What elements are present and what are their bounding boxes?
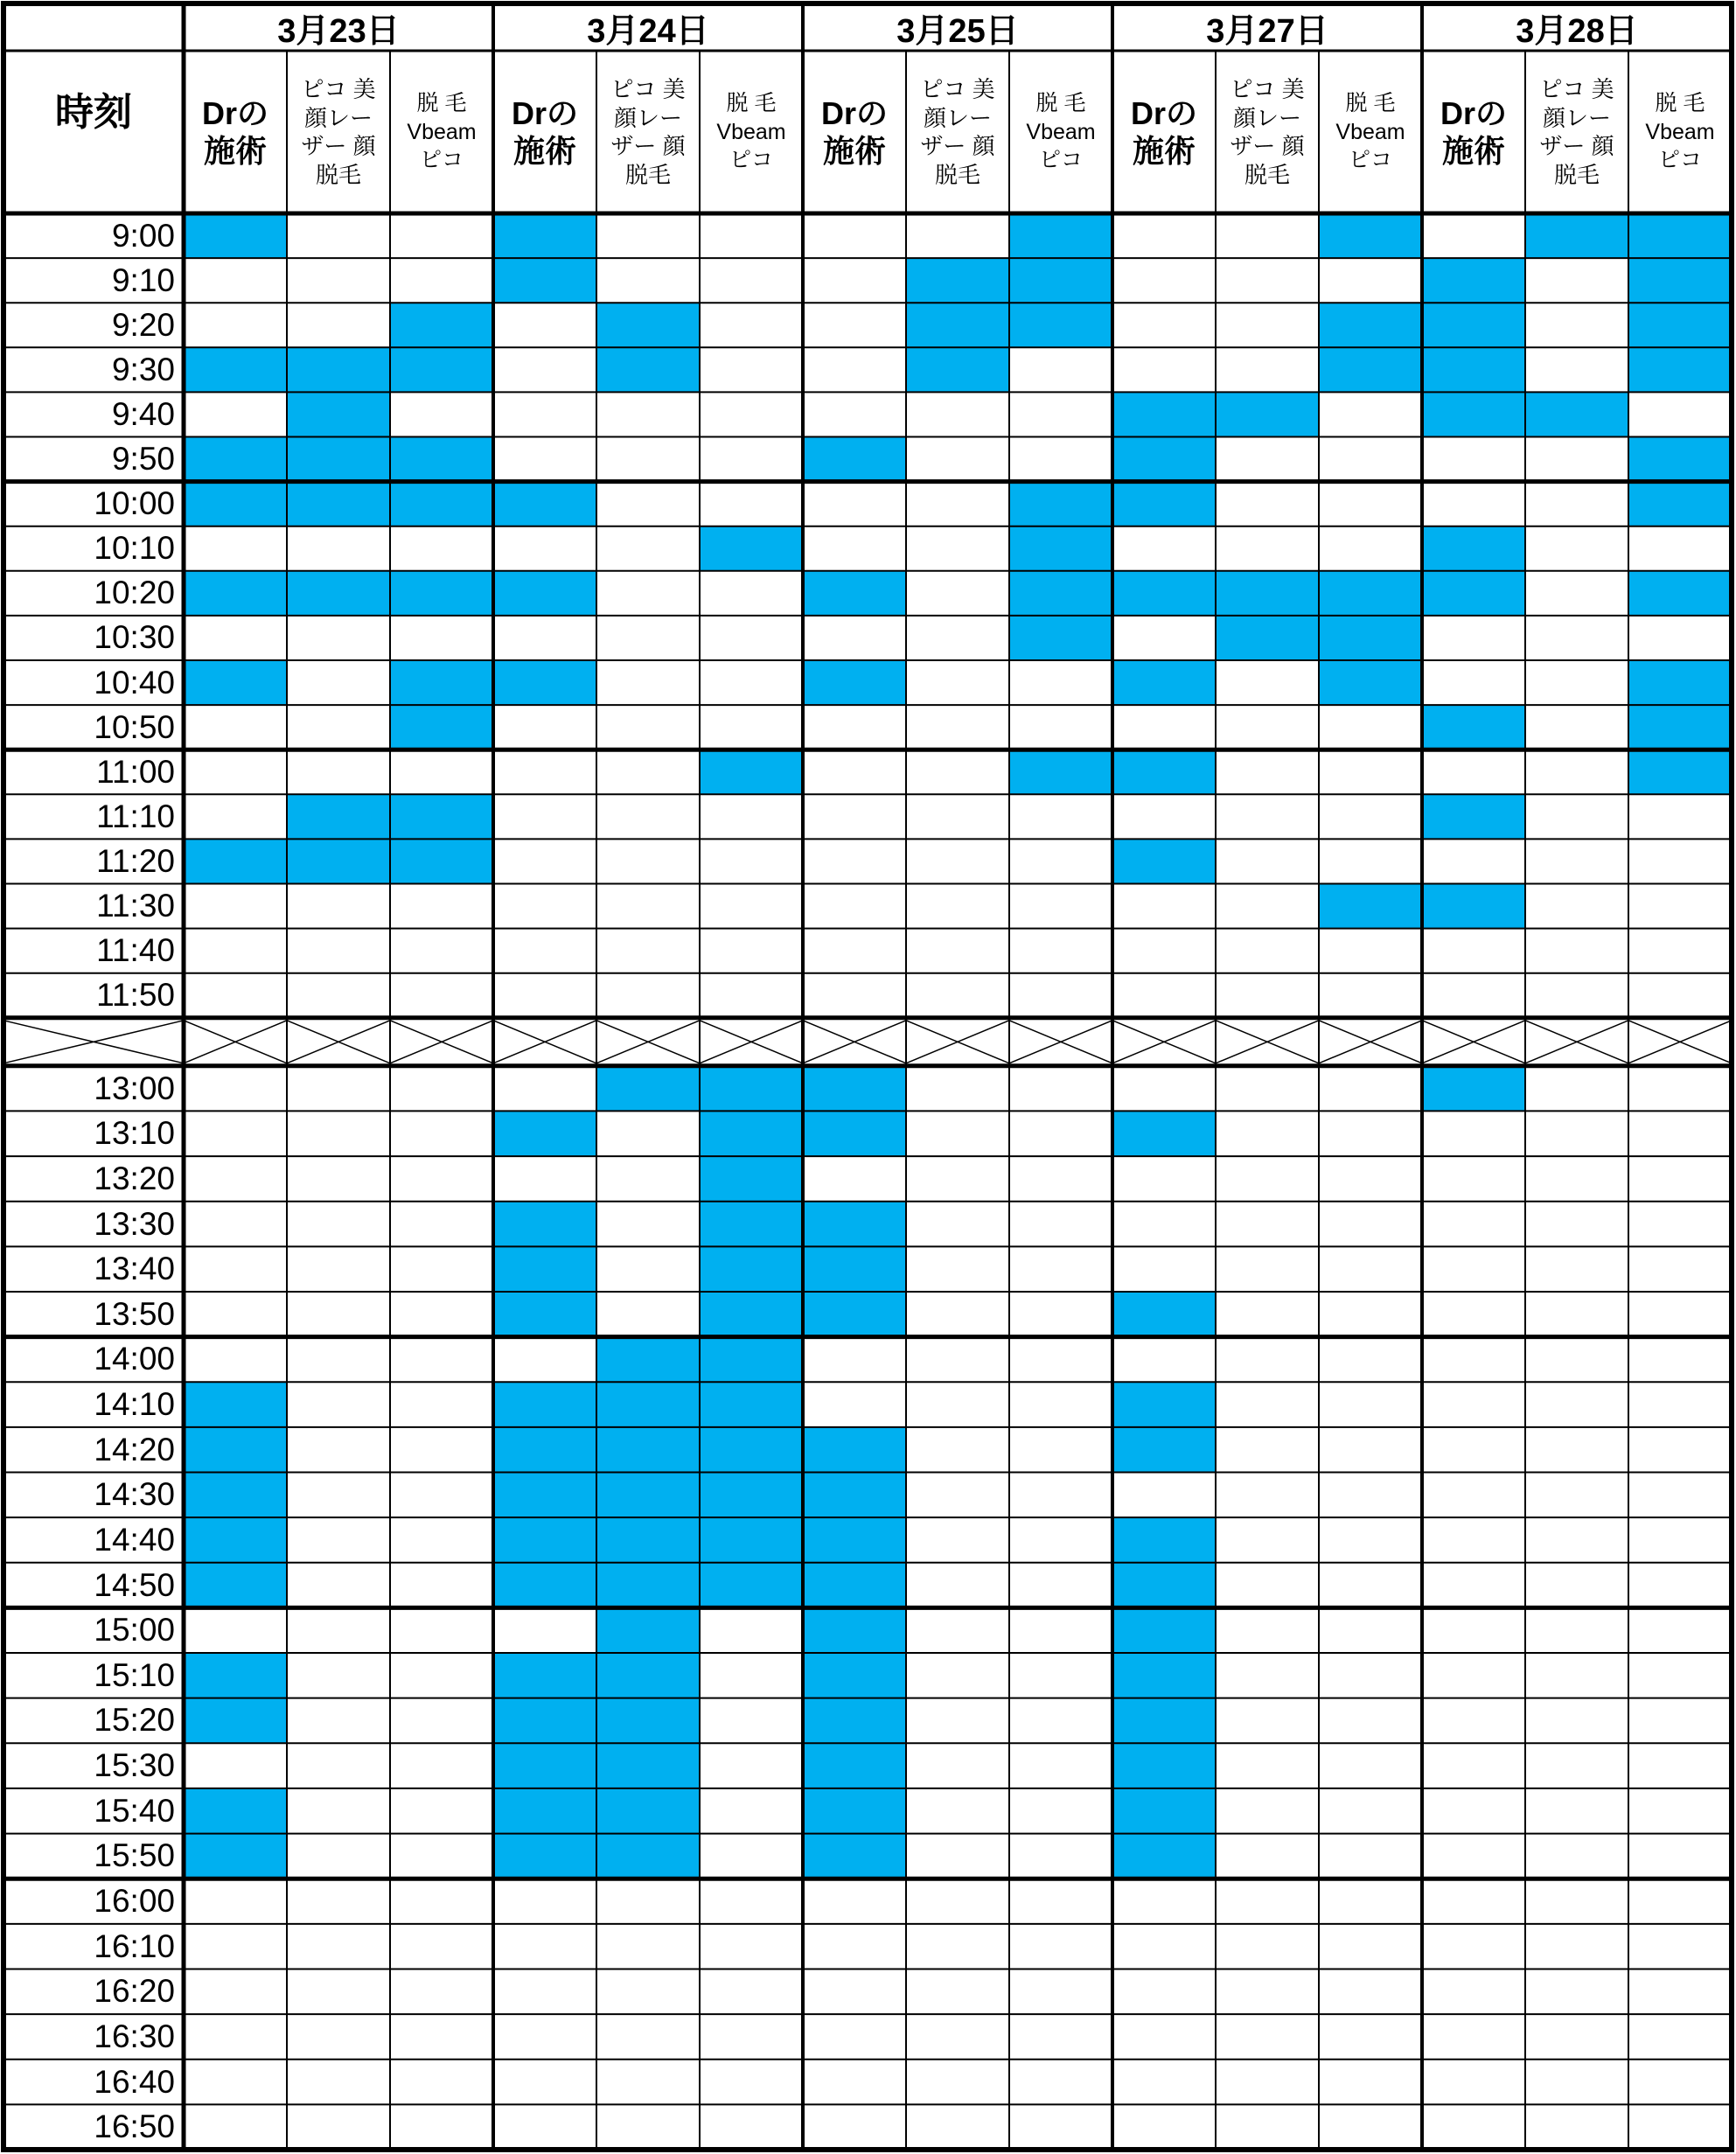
booked-slot: [596, 1473, 700, 1518]
subheader-pico-laser: ピコ 美 顔レー ザー 顔 脱毛: [610, 76, 686, 188]
time-label: 9:30: [111, 351, 175, 387]
booked-slot: [493, 258, 596, 303]
time-label: 16:00: [94, 1883, 175, 1919]
time-label: 13:20: [94, 1160, 175, 1196]
booked-slot: [493, 1473, 596, 1518]
booked-slot: [803, 1202, 906, 1247]
booked-slot: [493, 1834, 596, 1879]
booked-slot: [596, 1382, 700, 1427]
subheader-pico-laser: ピコ 美 顔レー ザー 顔 脱毛: [920, 76, 995, 188]
time-label: 11:30: [96, 888, 175, 924]
time-label: 15:40: [94, 1792, 175, 1829]
time-label: 10:10: [94, 530, 175, 567]
booked-slot: [493, 1788, 596, 1834]
booked-slot: [1112, 1563, 1216, 1608]
date-header: 3月28日: [1516, 12, 1638, 50]
date-header: 3月27日: [1206, 12, 1328, 50]
subheader-vbeam: 脱 毛 Vbeam ピコ: [1645, 91, 1715, 173]
time-label: 9:20: [111, 306, 175, 343]
time-label: 16:10: [94, 1927, 175, 1964]
subheader-dr: Drの 施術: [820, 94, 888, 169]
booked-slot: [803, 1473, 906, 1518]
booked-slot: [1009, 616, 1112, 660]
booked-slot: [700, 1292, 803, 1337]
booked-slot: [1422, 1066, 1525, 1112]
time-label: 11:40: [96, 932, 175, 969]
booked-slot: [1319, 884, 1422, 929]
booked-slot: [390, 482, 493, 526]
booked-slot: [493, 571, 596, 616]
booked-slot: [700, 1066, 803, 1112]
booked-slot: [1422, 526, 1525, 571]
booked-slot: [1009, 303, 1112, 347]
booked-slot: [700, 1473, 803, 1518]
time-label: 9:40: [111, 395, 175, 432]
booked-slot: [493, 1653, 596, 1698]
subheader-dr: Drの 施術: [201, 94, 268, 169]
booked-slot: [184, 1653, 287, 1698]
time-label: 16:40: [94, 2063, 175, 2100]
booked-slot: [700, 1246, 803, 1292]
booked-slot: [184, 1517, 287, 1563]
time-label: 15:00: [94, 1612, 175, 1649]
booked-slot: [700, 749, 803, 794]
subheader-pico-laser: ピコ 美 顔レー ザー 顔 脱毛: [1539, 76, 1614, 188]
booked-slot: [1628, 571, 1732, 616]
booked-slot: [700, 1563, 803, 1608]
time-label: 10:50: [94, 708, 175, 745]
subheader-vbeam: 脱 毛 Vbeam ピコ: [1335, 91, 1405, 173]
booked-slot: [184, 347, 287, 392]
booked-slot: [1216, 571, 1319, 616]
booked-slot: [1319, 616, 1422, 660]
time-label: 13:40: [94, 1251, 175, 1287]
booked-slot: [1628, 347, 1732, 392]
subheader-vbeam: 脱 毛 Vbeam ピコ: [1026, 91, 1096, 173]
time-label: 14:20: [94, 1431, 175, 1467]
booked-slot: [493, 1292, 596, 1337]
booked-slot: [1422, 705, 1525, 749]
booked-slot: [1319, 347, 1422, 392]
booked-slot: [1009, 258, 1112, 303]
time-label: 16:30: [94, 2018, 175, 2054]
time-label: 15:10: [94, 1656, 175, 1693]
booked-slot: [184, 839, 287, 883]
booked-slot: [1009, 526, 1112, 571]
booked-slot: [1112, 1427, 1216, 1473]
booked-slot: [596, 1066, 700, 1112]
booked-slot: [803, 1698, 906, 1744]
booked-slot: [1112, 1517, 1216, 1563]
booked-slot: [1112, 749, 1216, 794]
booked-slot: [1628, 705, 1732, 749]
subheader-dr: Drの 施術: [1440, 94, 1507, 169]
time-label: 10:30: [94, 619, 175, 656]
booked-slot: [1319, 213, 1422, 258]
time-label: 14:30: [94, 1476, 175, 1513]
booked-slot: [1319, 303, 1422, 347]
booked-slot: [1009, 482, 1112, 526]
booked-slot: [390, 347, 493, 392]
booked-slot: [493, 1111, 596, 1156]
booked-slot: [1112, 1788, 1216, 1834]
time-label: 10:40: [94, 664, 175, 701]
subheader-vbeam: 脱 毛 Vbeam ピコ: [716, 91, 786, 173]
booked-slot: [803, 1607, 906, 1653]
time-label: 13:00: [94, 1070, 175, 1106]
booked-slot: [184, 1473, 287, 1518]
booked-slot: [596, 1743, 700, 1788]
booked-slot: [493, 1698, 596, 1744]
booked-slot: [700, 1111, 803, 1156]
booked-slot: [803, 1743, 906, 1788]
subheader-pico-laser: ピコ 美 顔レー ザー 顔 脱毛: [301, 76, 376, 188]
booked-slot: [287, 839, 390, 883]
time-label: 9:10: [111, 261, 175, 298]
booked-slot: [493, 482, 596, 526]
booked-slot: [390, 303, 493, 347]
time-label: 15:50: [94, 1837, 175, 1874]
booked-slot: [1216, 392, 1319, 436]
time-label: 15:30: [94, 1747, 175, 1784]
date-header: 3月23日: [277, 12, 400, 50]
booked-slot: [1628, 660, 1732, 705]
booked-slot: [1319, 660, 1422, 705]
booked-slot: [1422, 794, 1525, 839]
booked-slot: [390, 660, 493, 705]
booked-slot: [1216, 616, 1319, 660]
time-label: 16:20: [94, 1973, 175, 2010]
booked-slot: [803, 1563, 906, 1608]
booked-slot: [700, 1517, 803, 1563]
booked-slot: [184, 437, 287, 482]
booked-slot: [287, 482, 390, 526]
booked-slot: [493, 1427, 596, 1473]
booked-slot: [803, 571, 906, 616]
booked-slot: [1112, 1698, 1216, 1744]
booked-slot: [1112, 392, 1216, 436]
booked-slot: [493, 213, 596, 258]
booked-slot: [1422, 884, 1525, 929]
booked-slot: [803, 437, 906, 482]
booked-slot: [493, 1382, 596, 1427]
booked-slot: [1112, 1382, 1216, 1427]
time-label: 9:50: [111, 441, 175, 478]
booked-slot: [287, 794, 390, 839]
booked-slot: [184, 213, 287, 258]
booked-slot: [803, 1292, 906, 1337]
booked-slot: [1628, 303, 1732, 347]
time-label: 11:20: [96, 842, 175, 879]
booked-slot: [1525, 213, 1628, 258]
booked-slot: [184, 1788, 287, 1834]
booked-slot: [906, 303, 1009, 347]
time-label: 14:40: [94, 1521, 175, 1558]
booked-slot: [1319, 571, 1422, 616]
booked-slot: [906, 347, 1009, 392]
subheader-dr: Drの 施術: [1130, 94, 1197, 169]
booked-slot: [1422, 303, 1525, 347]
booked-slot: [184, 1427, 287, 1473]
booked-slot: [493, 660, 596, 705]
booked-slot: [596, 1517, 700, 1563]
booked-slot: [596, 1834, 700, 1879]
booked-slot: [184, 1834, 287, 1879]
booked-slot: [1628, 482, 1732, 526]
booked-slot: [1628, 437, 1732, 482]
booked-slot: [1525, 392, 1628, 436]
time-label: 13:10: [94, 1115, 175, 1152]
booked-slot: [1009, 749, 1112, 794]
booked-slot: [493, 1517, 596, 1563]
booked-slot: [803, 660, 906, 705]
booked-slot: [493, 1563, 596, 1608]
booked-slot: [1422, 347, 1525, 392]
booked-slot: [1112, 1111, 1216, 1156]
time-label: 11:10: [96, 798, 175, 834]
time-label: 9:00: [111, 217, 175, 254]
booked-slot: [1628, 749, 1732, 794]
date-header: 3月24日: [587, 12, 709, 50]
booked-slot: [700, 1382, 803, 1427]
time-label: 14:00: [94, 1341, 175, 1377]
time-label: 14:10: [94, 1386, 175, 1423]
booked-slot: [184, 1382, 287, 1427]
booked-slot: [596, 1563, 700, 1608]
time-label: 13:30: [94, 1205, 175, 1242]
booked-slot: [596, 1788, 700, 1834]
time-label: 10:20: [94, 575, 175, 611]
time-label: 11:00: [96, 753, 175, 790]
booked-slot: [287, 437, 390, 482]
booked-slot: [1112, 437, 1216, 482]
booked-slot: [287, 571, 390, 616]
booked-slot: [184, 660, 287, 705]
booked-slot: [803, 1517, 906, 1563]
booked-slot: [1112, 1834, 1216, 1879]
booked-slot: [803, 1066, 906, 1112]
booked-slot: [184, 571, 287, 616]
booked-slot: [700, 526, 803, 571]
booked-slot: [493, 1743, 596, 1788]
booked-slot: [184, 1563, 287, 1608]
booked-slot: [1422, 392, 1525, 436]
booked-slot: [287, 392, 390, 436]
booked-slot: [596, 1653, 700, 1698]
booked-slot: [1112, 482, 1216, 526]
booked-slot: [1112, 1607, 1216, 1653]
subheader-vbeam: 脱 毛 Vbeam ピコ: [407, 91, 477, 173]
booked-slot: [700, 1202, 803, 1247]
booked-slot: [596, 1607, 700, 1653]
booked-slot: [596, 1427, 700, 1473]
booked-slot: [803, 1834, 906, 1879]
time-label: 14:50: [94, 1566, 175, 1603]
booked-slot: [1422, 258, 1525, 303]
subheader-dr: Drの 施術: [511, 94, 578, 169]
booked-slot: [596, 1698, 700, 1744]
booked-slot: [1112, 1743, 1216, 1788]
booked-slot: [390, 705, 493, 749]
booked-slot: [803, 1427, 906, 1473]
booked-slot: [1009, 213, 1112, 258]
time-label: 15:20: [94, 1702, 175, 1739]
booked-slot: [1112, 1292, 1216, 1337]
booked-slot: [493, 1202, 596, 1247]
booked-slot: [596, 1337, 700, 1383]
time-label: 13:50: [94, 1295, 175, 1332]
booked-slot: [1628, 258, 1732, 303]
booked-slot: [1112, 571, 1216, 616]
booked-slot: [1422, 571, 1525, 616]
booked-slot: [700, 1337, 803, 1383]
booked-slot: [700, 1427, 803, 1473]
booked-slot: [1112, 839, 1216, 883]
booked-slot: [287, 347, 390, 392]
booked-slot: [803, 1653, 906, 1698]
time-label: 16:50: [94, 2109, 175, 2145]
booked-slot: [700, 1156, 803, 1202]
booked-slot: [803, 1246, 906, 1292]
booked-slot: [390, 437, 493, 482]
booked-slot: [184, 482, 287, 526]
booked-slot: [906, 258, 1009, 303]
time-label: 11:50: [96, 977, 175, 1014]
booked-slot: [1112, 1653, 1216, 1698]
booked-slot: [596, 303, 700, 347]
booked-slot: [493, 1246, 596, 1292]
booked-slot: [390, 571, 493, 616]
date-header: 3月25日: [896, 12, 1019, 50]
booked-slot: [596, 347, 700, 392]
booked-slot: [1009, 571, 1112, 616]
booked-slot: [390, 794, 493, 839]
booked-slot: [184, 1698, 287, 1744]
booked-slot: [1628, 213, 1732, 258]
booked-slot: [1112, 660, 1216, 705]
booked-slot: [803, 1111, 906, 1156]
time-column-header: 時刻: [55, 91, 132, 134]
booked-slot: [803, 1788, 906, 1834]
booked-slot: [390, 839, 493, 883]
time-label: 10:00: [94, 485, 175, 522]
subheader-pico-laser: ピコ 美 顔レー ザー 顔 脱毛: [1230, 76, 1305, 188]
